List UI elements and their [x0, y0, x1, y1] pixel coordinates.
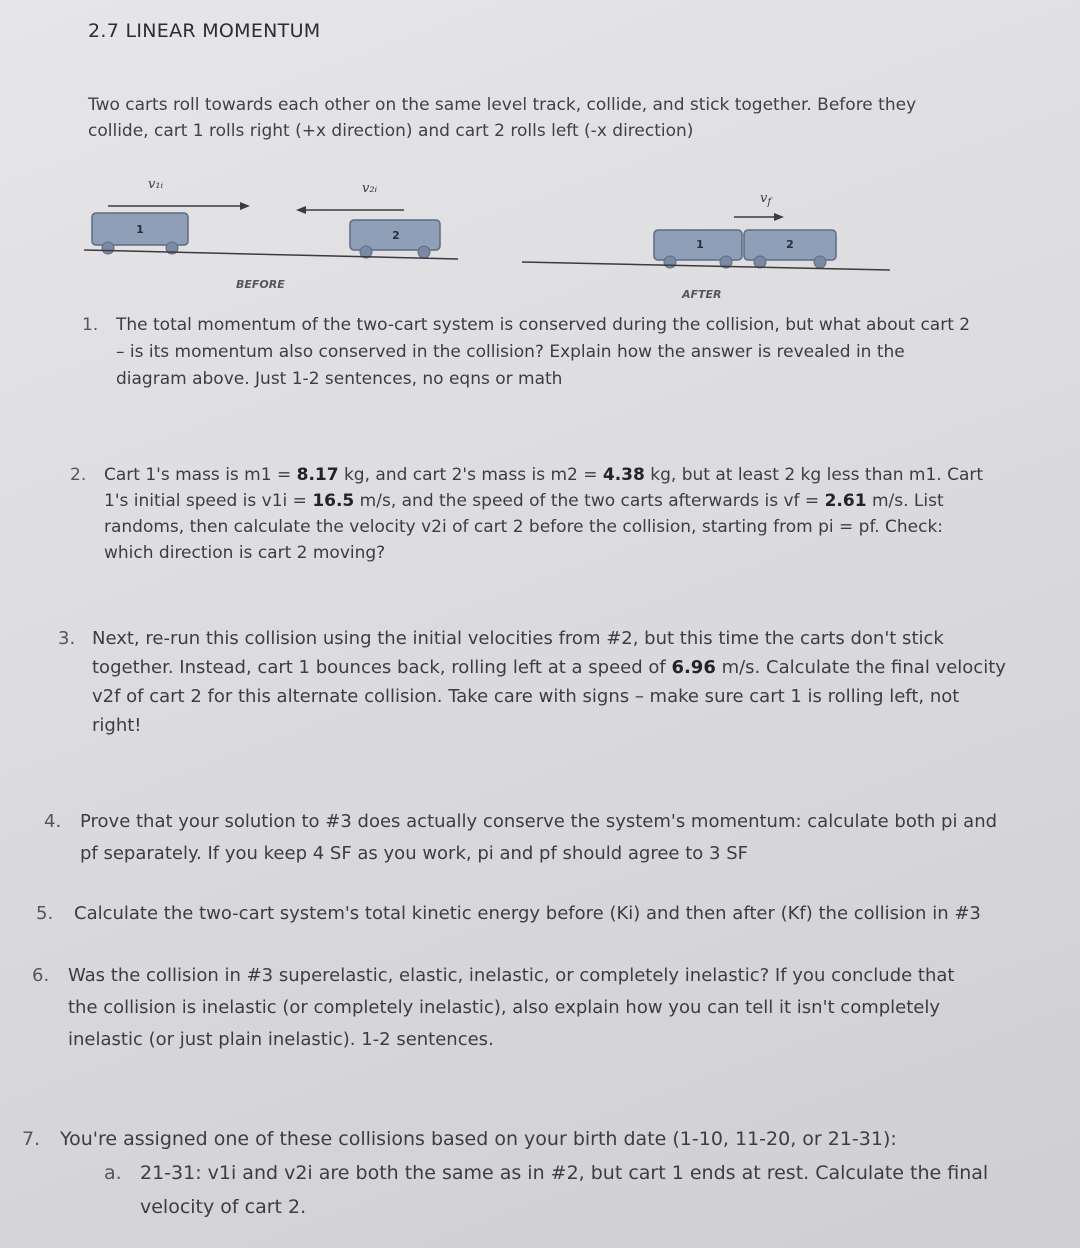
question-4 — [44, 806, 998, 870]
question-7-number: 7. — [22, 1128, 41, 1150]
v1i-value: 16.5 — [312, 491, 355, 511]
question-5 — [36, 898, 981, 930]
m1-value: 8.17 — [296, 465, 339, 485]
cart-2-after-label: 2 — [786, 238, 794, 251]
question-6-line-2: the collision is inelastic (or completely inelastic), also explain how you can tell it isn't completely — [68, 997, 941, 1018]
v2i-arrow-head — [296, 206, 306, 214]
question-6 — [32, 960, 955, 1056]
question-7 — [22, 1122, 897, 1156]
question-7a-line-2: velocity of cart 2. — [140, 1196, 307, 1218]
question-6-line-3: inelastic (or just plain inelastic). 1-2 sentences. — [68, 1029, 494, 1050]
before-scene — [84, 177, 458, 291]
track-before — [84, 250, 458, 259]
cart-1-label: 1 — [136, 223, 144, 236]
question-1-line-1: The total momentum of the two-cart system is conserved during the collision, but what about cart 2 — [116, 315, 971, 335]
question-3-number: 3. — [58, 628, 76, 649]
question-5-number: 5. — [36, 903, 54, 924]
cart-1-after — [654, 230, 742, 268]
question-6-line-1: Was the collision in #3 superelastic, elastic, inelastic, or completely inelastic? If you conclude that — [68, 965, 955, 986]
bounce-speed-value: 6.96 — [671, 657, 716, 678]
cart-2-before — [350, 220, 440, 258]
question-7a-letter: a. — [104, 1162, 122, 1184]
intro-line-2: collide, cart 1 rolls right (+x direction) and cart 2 rolls left (-x direction) — [88, 121, 694, 141]
question-4-line-1: Prove that your solution to #3 does actually conserve the system's momentum: calculate both pi and — [80, 811, 998, 832]
question-2-line-1: Cart 1's mass is m1 = 8.17 kg, and cart 2's mass is m2 = 4.38 kg, but at least 2 kg less than m1. Cart — [104, 465, 984, 485]
question-4-line-2: pf separately. If you keep 4 SF as you work, pi and pf should agree to 3 SF — [80, 843, 748, 864]
question-3-line-4: right! — [92, 715, 142, 736]
question-1-number: 1. — [82, 315, 99, 335]
after-scene — [522, 191, 890, 301]
question-2-line-4: which direction is cart 2 moving? — [104, 543, 386, 563]
intro-paragraph — [88, 92, 916, 144]
v1i-label: v₁ᵢ — [148, 177, 164, 192]
cart-1-before — [92, 213, 188, 254]
vf-value: 2.61 — [824, 491, 867, 511]
question-7a — [104, 1156, 989, 1224]
question-2-line-3: randoms, then calculate the velocity v2i of cart 2 before the collision, starting from pi = pf. Check: — [104, 517, 944, 537]
question-3-line-3: v2f of cart 2 for this alternate collision. Take care with signs – make sure cart 1 is rolling left, not — [92, 686, 960, 707]
after-label: AFTER — [682, 288, 722, 301]
m2-value: 4.38 — [602, 465, 645, 485]
question-2-line-2: 1's initial speed is v1i = 16.5 m/s, and the speed of the two carts afterwards is vf = 2.61 m/s. List — [104, 491, 944, 511]
cart-1-after-label: 1 — [696, 238, 704, 251]
collision-diagram — [70, 160, 910, 310]
question-3-line-1: Next, re-run this collision using the initial velocities from #2, but this time the carts don't stick — [92, 628, 944, 649]
question-6-number: 6. — [32, 965, 50, 986]
vf-label: $v_f$ — [760, 191, 772, 208]
question-3 — [58, 624, 1006, 740]
page-title: 2.7 LINEAR MOMENTUM — [88, 20, 321, 42]
question-1-line-2: – is its momentum also conserved in the collision? Explain how the answer is revealed in the — [116, 342, 905, 362]
v1i-arrow-head — [240, 202, 250, 210]
question-5-line-1: Calculate the two-cart system's total kinetic energy before (Ki) and then after (Kf) the collision in #3 — [74, 903, 981, 924]
cart-2-label: 2 — [392, 229, 400, 242]
v2i-label: v₂ᵢ — [362, 181, 378, 196]
before-label: BEFORE — [236, 278, 285, 291]
question-2-number: 2. — [70, 465, 87, 485]
question-7-line-1: You're assigned one of these collisions based on your birth date (1-10, 11-20, or 21-31): — [60, 1128, 897, 1150]
question-7a-line-1: 21-31: v1i and v2i are both the same as in #2, but cart 1 ends at rest. Calculate the final — [140, 1162, 989, 1184]
question-1 — [82, 312, 971, 393]
vf-arrow-head — [774, 213, 784, 221]
question-2 — [70, 462, 984, 566]
track-after — [522, 262, 890, 270]
cart-2-after — [744, 230, 836, 268]
question-4-number: 4. — [44, 811, 62, 832]
question-3-line-2: together. Instead, cart 1 bounces back, rolling left at a speed of 6.96 m/s. Calculate the final velocity — [92, 657, 1006, 678]
question-1-line-3: diagram above. Just 1-2 sentences, no eqns or math — [116, 369, 563, 389]
intro-line-1: Two carts roll towards each other on the same level track, collide, and stick together. Before they — [88, 95, 917, 115]
